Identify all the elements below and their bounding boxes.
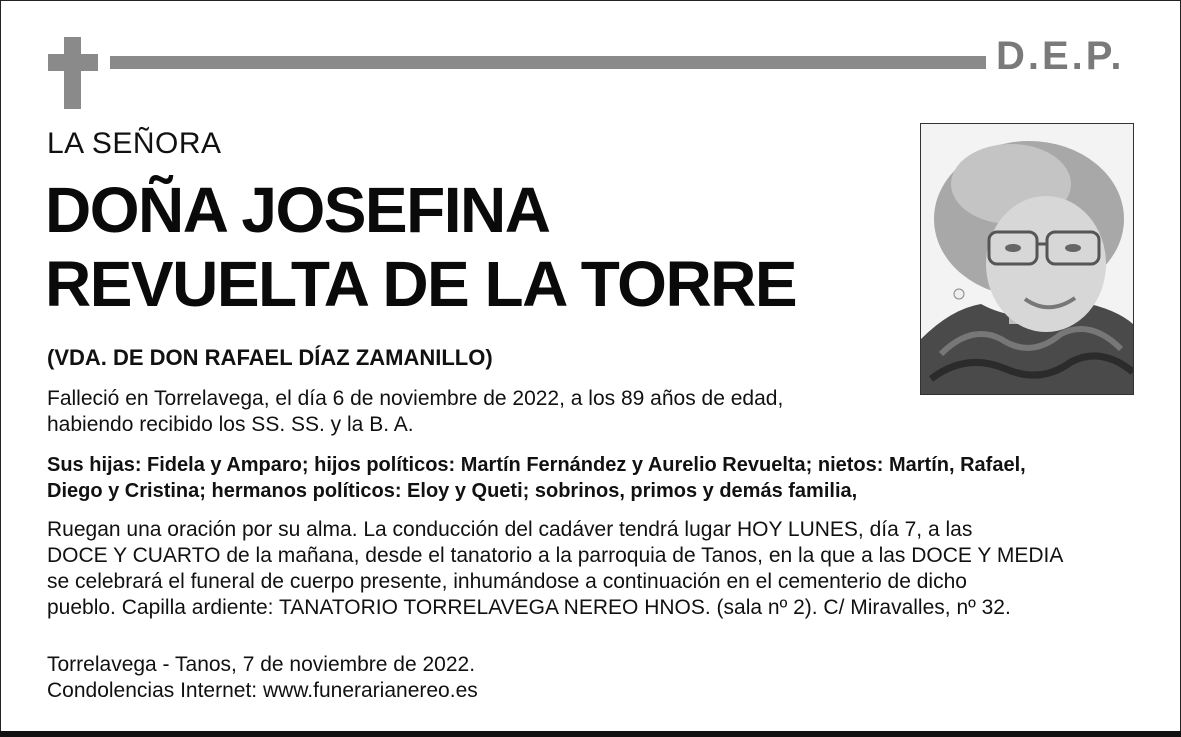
cross-icon-arm: [48, 54, 98, 71]
header-rule: [110, 56, 986, 69]
cross-icon: [64, 37, 81, 109]
text-line: se celebrará el funeral de cuerpo presente, inhumándose a continuación en el cementerio de dicho: [47, 570, 967, 593]
place-date-line: Torrelavega - Tanos, 7 de noviembre de 2022.: [47, 653, 476, 676]
text-line: Ruegan una oración por su alma. La conducción del cadáver tendrá lugar HOY LUNES, día 7, a las: [47, 518, 973, 541]
deceased-name-line-2: REVUELTA DE LA TORRE: [45, 248, 797, 320]
text-line: pueblo. Capilla ardiente: TANATORIO TORRELAVEGA NEREO HNOS. (sala nº 2). C/ Miravalles, nº 32.: [47, 596, 1011, 619]
text-line: DOCE Y CUARTO de la mañana, desde el tanatorio a la parroquia de Tanos, en la que a las DOCE Y MEDIA: [47, 544, 1064, 567]
text-line: Diego y Cristina; hermanos políticos: Eloy y Queti; sobrinos, primos y demás familia,: [47, 480, 858, 502]
family-paragraph: [47, 452, 1026, 504]
dep-label: D.E.P.: [996, 34, 1125, 78]
bottom-border: [0, 731, 1181, 737]
widow-of-line: (VDA. DE DON RAFAEL DÍAZ ZAMANILLO): [47, 345, 493, 370]
service-paragraph: [47, 517, 1063, 621]
text-line: Falleció en Torrelavega, el día 6 de noviembre de 2022, a los 89 años de edad,: [47, 387, 784, 410]
deceased-name-line-1: DOÑA JOSEFINA: [45, 174, 550, 246]
death-paragraph: [47, 386, 783, 438]
deceased-name: [45, 173, 796, 321]
portrait-illustration: [921, 124, 1133, 394]
portrait-photo: [920, 123, 1134, 395]
text-line: habiendo recibido los SS. SS. y la B. A.: [47, 413, 414, 436]
footer-paragraph: [47, 652, 478, 704]
condolences-line: Condolencias Internet: www.funerarianereo.es: [47, 679, 478, 702]
text-line: Sus hijas: Fidela y Amparo; hijos políticos: Martín Fernández y Aurelio Revuelta; nietos: Martín, Rafael,: [47, 454, 1026, 476]
honorific-label: LA SEÑORA: [47, 127, 222, 160]
